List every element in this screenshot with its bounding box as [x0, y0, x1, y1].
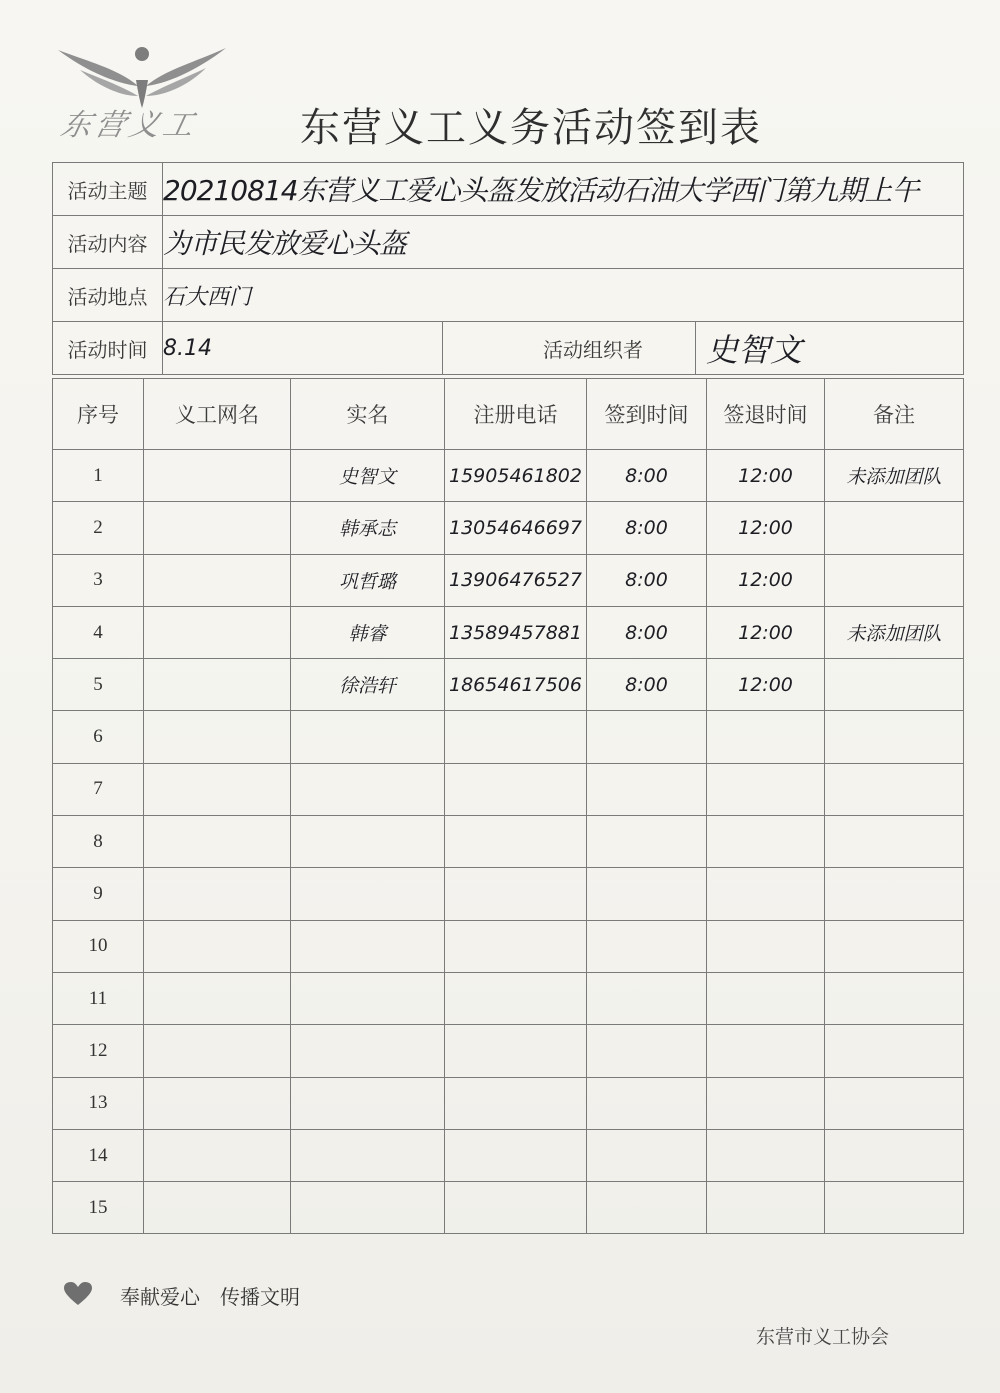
cell-realname: 史智文 — [291, 450, 445, 502]
cell-seq: 10 — [53, 920, 144, 972]
content-value: 为市民发放爱心头盔 — [163, 216, 964, 269]
cell-seq: 6 — [53, 711, 144, 763]
cell-note — [825, 1025, 964, 1077]
document-title: 东营义工义务活动签到表 — [300, 105, 762, 151]
cell-signout-time — [707, 920, 825, 972]
heart-icon — [64, 1282, 92, 1306]
cell-phone: 15905461802 — [445, 450, 587, 502]
cell-realname: 韩睿 — [291, 606, 445, 658]
cell-phone: 18654617506 — [445, 659, 587, 711]
cell-seq: 8 — [53, 816, 144, 868]
cell-note — [825, 1077, 964, 1129]
cell-seq: 11 — [53, 972, 144, 1024]
cell-realname — [291, 1025, 445, 1077]
cell-nickname — [144, 502, 291, 554]
cell-signout-time — [707, 1182, 825, 1234]
cell-seq: 15 — [53, 1182, 144, 1234]
cell-realname — [291, 972, 445, 1024]
roster-header-row — [53, 379, 964, 450]
cell-signin-time: 8:00 — [587, 659, 707, 711]
cell-signin-time: 8:00 — [587, 502, 707, 554]
cell-note — [825, 1182, 964, 1234]
time-row — [53, 322, 964, 375]
cell-signout-time — [707, 868, 825, 920]
cell-signin-time: 8:00 — [587, 450, 707, 502]
content-row — [53, 216, 964, 269]
cell-seq: 9 — [53, 868, 144, 920]
cell-signout-time — [707, 763, 825, 815]
topic-label: 活动主题 — [53, 163, 163, 216]
cell-nickname — [144, 1025, 291, 1077]
cell-realname — [291, 816, 445, 868]
cell-signin-time — [587, 1025, 707, 1077]
cell-seq: 13 — [53, 1077, 144, 1129]
cell-phone — [445, 972, 587, 1024]
topic-value: 20210814东营义工爱心头盔发放活动石油大学西门第九期上午 — [163, 163, 964, 216]
table-row — [53, 606, 964, 658]
cell-signin-time: 8:00 — [587, 554, 707, 606]
cell-nickname — [144, 1077, 291, 1129]
table-row — [53, 450, 964, 502]
cell-signin-time — [587, 868, 707, 920]
cell-signin-time — [587, 816, 707, 868]
col-header-signin: 签到时间 — [587, 379, 707, 450]
activity-info-table — [52, 162, 964, 375]
cell-phone — [445, 1025, 587, 1077]
table-row — [53, 1025, 964, 1077]
table-row — [53, 1129, 964, 1181]
cell-signin-time — [587, 1129, 707, 1181]
cell-signin-time — [587, 1077, 707, 1129]
table-row — [53, 972, 964, 1024]
cell-phone — [445, 711, 587, 763]
cell-phone: 13906476527 — [445, 554, 587, 606]
cell-realname — [291, 763, 445, 815]
content-label: 活动内容 — [53, 216, 163, 269]
cell-note — [825, 868, 964, 920]
cell-signout-time — [707, 711, 825, 763]
topic-row — [53, 163, 964, 216]
cell-seq: 12 — [53, 1025, 144, 1077]
cell-nickname — [144, 816, 291, 868]
cell-note — [825, 711, 964, 763]
cell-signout-time — [707, 816, 825, 868]
volunteer-roster-table — [52, 378, 964, 1234]
cell-phone: 13054646697 — [445, 502, 587, 554]
cell-signout-time: 12:00 — [707, 659, 825, 711]
cell-signout-time: 12:00 — [707, 554, 825, 606]
place-value: 石大西门 — [163, 269, 964, 322]
col-header-nickname: 义工网名 — [144, 379, 291, 450]
cell-note — [825, 554, 964, 606]
place-label: 活动地点 — [53, 269, 163, 322]
table-row — [53, 554, 964, 606]
place-row — [53, 269, 964, 322]
cell-signout-time — [707, 1077, 825, 1129]
cell-note — [825, 1129, 964, 1181]
col-header-seq: 序号 — [53, 379, 144, 450]
cell-nickname — [144, 606, 291, 658]
cell-phone — [445, 1129, 587, 1181]
logo-text: 东营义工 — [57, 108, 201, 143]
cell-phone — [445, 1182, 587, 1234]
roster-body — [53, 450, 964, 1234]
time-value: 8.14 — [163, 322, 443, 375]
cell-nickname — [144, 920, 291, 972]
cell-realname: 巩哲璐 — [291, 554, 445, 606]
cell-realname — [291, 711, 445, 763]
cell-nickname — [144, 868, 291, 920]
footer-association: 东营市义工协会 — [756, 1326, 890, 1348]
cell-signin-time: 8:00 — [587, 606, 707, 658]
table-row — [53, 1182, 964, 1234]
cell-realname — [291, 1077, 445, 1129]
cell-signout-time: 12:00 — [707, 502, 825, 554]
cell-signout-time — [707, 972, 825, 1024]
cell-signin-time — [587, 1182, 707, 1234]
organizer-label: 活动组织者 — [443, 322, 696, 375]
cell-seq: 4 — [53, 606, 144, 658]
cell-note: 未添加团队 — [825, 450, 964, 502]
col-header-signout: 签退时间 — [707, 379, 825, 450]
cell-nickname — [144, 450, 291, 502]
cell-signin-time — [587, 711, 707, 763]
cell-phone — [445, 868, 587, 920]
cell-signin-time — [587, 972, 707, 1024]
table-row — [53, 763, 964, 815]
cell-realname: 徐浩轩 — [291, 659, 445, 711]
table-row — [53, 816, 964, 868]
cell-realname — [291, 868, 445, 920]
table-row — [53, 1077, 964, 1129]
footer-slogan: 奉献爱心 传播文明 — [120, 1285, 300, 1309]
cell-signout-time — [707, 1025, 825, 1077]
cell-phone — [445, 816, 587, 868]
cell-signout-time — [707, 1129, 825, 1181]
cell-seq: 14 — [53, 1129, 144, 1181]
table-row — [53, 502, 964, 554]
cell-note — [825, 920, 964, 972]
cell-seq: 3 — [53, 554, 144, 606]
cell-seq: 7 — [53, 763, 144, 815]
cell-nickname — [144, 1129, 291, 1181]
cell-seq: 2 — [53, 502, 144, 554]
cell-note — [825, 502, 964, 554]
organizer-value: 史智文 — [696, 322, 964, 375]
cell-seq: 5 — [53, 659, 144, 711]
cell-phone — [445, 920, 587, 972]
cell-realname — [291, 920, 445, 972]
cell-phone — [445, 763, 587, 815]
cell-note: 未添加团队 — [825, 606, 964, 658]
table-row — [53, 920, 964, 972]
cell-signin-time — [587, 920, 707, 972]
cell-nickname — [144, 711, 291, 763]
time-label: 活动时间 — [53, 322, 163, 375]
cell-nickname — [144, 659, 291, 711]
cell-realname — [291, 1129, 445, 1181]
cell-seq: 1 — [53, 450, 144, 502]
cell-signout-time: 12:00 — [707, 450, 825, 502]
col-header-phone: 注册电话 — [445, 379, 587, 450]
cell-nickname — [144, 554, 291, 606]
cell-note — [825, 659, 964, 711]
cell-realname: 韩承志 — [291, 502, 445, 554]
cell-nickname — [144, 763, 291, 815]
cell-phone: 13589457881 — [445, 606, 587, 658]
cell-nickname — [144, 972, 291, 1024]
cell-nickname — [144, 1182, 291, 1234]
table-row — [53, 711, 964, 763]
table-row — [53, 868, 964, 920]
cell-signin-time — [587, 763, 707, 815]
cell-realname — [291, 1182, 445, 1234]
cell-note — [825, 763, 964, 815]
col-header-realname: 实名 — [291, 379, 445, 450]
table-row — [53, 659, 964, 711]
cell-signout-time: 12:00 — [707, 606, 825, 658]
cell-phone — [445, 1077, 587, 1129]
cell-note — [825, 816, 964, 868]
col-header-note: 备注 — [825, 379, 964, 450]
cell-note — [825, 972, 964, 1024]
